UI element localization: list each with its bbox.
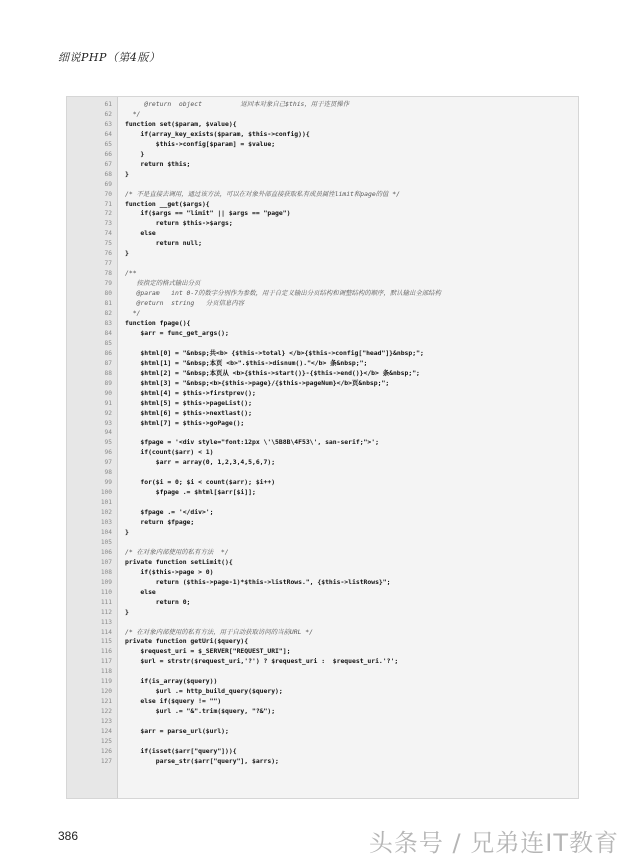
page-number: 386 bbox=[58, 829, 79, 843]
line-number: 77 bbox=[104, 260, 112, 268]
code-comment: */ bbox=[125, 309, 141, 318]
line-number: 74 bbox=[104, 230, 112, 238]
line-number: 122 bbox=[100, 708, 112, 716]
code-text: $url .= "&".trim($query, "?&"); bbox=[125, 707, 276, 716]
code-text: $arr = parse_url($url); bbox=[125, 727, 229, 736]
code-line bbox=[67, 349, 578, 359]
code-line bbox=[67, 329, 578, 339]
code-line bbox=[67, 677, 578, 687]
code-comment: */ bbox=[125, 109, 141, 118]
line-number: 108 bbox=[100, 568, 112, 576]
code-line bbox=[67, 170, 578, 180]
line-number: 89 bbox=[104, 379, 112, 387]
code-text: function __get($args){ bbox=[125, 199, 210, 208]
code-line bbox=[67, 419, 578, 429]
code-line bbox=[67, 747, 578, 757]
code-text: } bbox=[125, 527, 129, 536]
line-number: 126 bbox=[100, 747, 112, 755]
code-text: else if($query != "") bbox=[125, 697, 222, 706]
line-number: 68 bbox=[104, 170, 112, 178]
line-number: 125 bbox=[100, 738, 112, 745]
line-number: 79 bbox=[104, 280, 112, 288]
line-number: 91 bbox=[104, 399, 112, 407]
code-line bbox=[67, 239, 578, 249]
code-line bbox=[67, 249, 578, 259]
code-line bbox=[67, 608, 578, 618]
code-text: $html[4] = $this->firstprev(); bbox=[125, 388, 256, 397]
code-line bbox=[67, 757, 578, 767]
code-text: if(isset($arr["query"])){ bbox=[125, 746, 237, 755]
code-comment: 按指定的格式输出分页 bbox=[125, 279, 201, 288]
code-text: $html[3] = "&nbsp;<b>{$this->page}/{$this->pageNum}</b>页&nbsp;"; bbox=[125, 378, 390, 387]
line-number: 116 bbox=[100, 648, 112, 656]
line-number: 117 bbox=[100, 658, 112, 666]
code-line bbox=[67, 717, 578, 727]
line-number: 109 bbox=[100, 578, 112, 586]
code-text: $html[6] = $this->nextlast(); bbox=[125, 408, 252, 417]
code-line bbox=[67, 518, 578, 528]
line-number: 119 bbox=[100, 678, 112, 686]
line-number: 88 bbox=[104, 369, 112, 377]
code-line bbox=[67, 140, 578, 150]
code-text: function set($param, $value){ bbox=[125, 119, 237, 128]
line-number: 81 bbox=[104, 300, 112, 308]
line-number: 75 bbox=[104, 240, 112, 248]
code-line bbox=[67, 359, 578, 369]
line-number: 73 bbox=[104, 220, 112, 228]
line-number: 70 bbox=[104, 190, 112, 198]
code-line bbox=[67, 538, 578, 548]
code-text: } bbox=[125, 169, 129, 178]
code-line bbox=[67, 588, 578, 598]
code-text: $fpage .= '</div>'; bbox=[125, 508, 214, 517]
code-line bbox=[67, 727, 578, 737]
code-comment: @return object 返回本对象自己$this，用于连贯操作 bbox=[125, 100, 350, 108]
line-number: 66 bbox=[104, 150, 112, 158]
watermark: 头条号 / 兄弟连IT教育 bbox=[368, 829, 619, 857]
line-number: 103 bbox=[100, 519, 112, 527]
code-line bbox=[67, 399, 578, 409]
line-number: 105 bbox=[100, 538, 112, 546]
code-line bbox=[67, 409, 578, 419]
code-line bbox=[67, 269, 578, 279]
line-number: 127 bbox=[100, 757, 112, 765]
code-text: $html[1] = "&nbsp;本页 <b>".$this->disnum()."</b> 条&nbsp;"; bbox=[125, 358, 368, 367]
line-number: 115 bbox=[100, 638, 112, 646]
code-text: if($args == "limit" || $args == "page") bbox=[125, 209, 291, 218]
line-number: 64 bbox=[104, 130, 112, 138]
code-comment: /* 不是直接去调用，通过该方法，可以在对象外部直接获取私有成员属性limit和page的值 */ bbox=[125, 189, 400, 198]
code-line bbox=[67, 209, 578, 219]
code-line bbox=[67, 558, 578, 568]
code-line bbox=[67, 259, 578, 269]
line-number: 102 bbox=[100, 509, 112, 517]
line-number: 120 bbox=[100, 688, 112, 696]
code-line bbox=[67, 299, 578, 309]
code-line bbox=[67, 548, 578, 558]
code-lines bbox=[67, 100, 578, 767]
line-number: 94 bbox=[104, 429, 112, 437]
line-number: 83 bbox=[104, 319, 112, 327]
code-text: if($this->page > 0) bbox=[125, 567, 214, 576]
line-number: 104 bbox=[100, 528, 112, 536]
code-line bbox=[67, 100, 578, 110]
code-line bbox=[67, 369, 578, 379]
line-number: 86 bbox=[104, 349, 112, 357]
line-number: 96 bbox=[104, 449, 112, 457]
line-number: 97 bbox=[104, 459, 112, 467]
code-line bbox=[67, 528, 578, 538]
code-line bbox=[67, 667, 578, 677]
line-number: 95 bbox=[104, 439, 112, 447]
code-comment: @return string 分页信息内容 bbox=[125, 299, 245, 308]
code-line bbox=[67, 130, 578, 140]
line-number: 84 bbox=[104, 329, 112, 337]
code-text: private function getUri($query){ bbox=[125, 637, 249, 646]
code-text: $html[2] = "&nbsp;本页从 <b>{$this->start()}-{$this->end()}</b> 条&nbsp;"; bbox=[125, 368, 420, 377]
code-text: if(array_key_exists($param, $this->config)){ bbox=[125, 129, 310, 138]
code-comment: @param int 0-7的数字分别作为参数，用于自定义输出分页结构和调整结构的顺序，默认输出全部结构 bbox=[125, 289, 441, 298]
code-line bbox=[67, 448, 578, 458]
code-text: for($i = 0; $i < count($arr); $i++) bbox=[125, 478, 276, 487]
code-text: $html[7] = $this->goPage(); bbox=[125, 418, 245, 427]
code-text: return null; bbox=[125, 239, 202, 248]
line-number: 100 bbox=[100, 489, 112, 497]
code-text: } bbox=[125, 249, 129, 258]
line-number: 61 bbox=[104, 101, 112, 108]
code-text: $html[5] = $this->pageList(); bbox=[125, 398, 252, 407]
code-line bbox=[67, 488, 578, 498]
code-text: $url = strstr($request_uri,'?') ? $request_uri : $request_uri.'?'; bbox=[125, 657, 399, 666]
code-text: } bbox=[125, 149, 145, 158]
code-line bbox=[67, 498, 578, 508]
code-line bbox=[67, 319, 578, 329]
code-text: $fpage .= $html[$arr[$i]]; bbox=[125, 488, 256, 497]
code-comment: /* 在对象内部使用的私有方法，用于自动获取访问的当前URL */ bbox=[125, 627, 314, 636]
code-text: $arr = func_get_args(); bbox=[125, 328, 229, 337]
line-number: 82 bbox=[104, 310, 112, 318]
code-text: private function setLimit(){ bbox=[125, 557, 233, 566]
code-text: if(is_array($query)) bbox=[125, 677, 218, 686]
code-line bbox=[67, 458, 578, 468]
code-listing bbox=[66, 96, 579, 799]
code-line bbox=[67, 687, 578, 697]
line-number: 69 bbox=[104, 180, 112, 188]
code-line bbox=[67, 598, 578, 608]
code-line bbox=[67, 707, 578, 717]
code-line bbox=[67, 309, 578, 319]
code-text: $fpage = '<div style="font:12px \'\5B8B\4F53\', san-serif;">'; bbox=[125, 438, 379, 447]
code-comment: /* 在对象内部使用的私有方法 */ bbox=[125, 547, 229, 556]
code-line bbox=[67, 618, 578, 628]
code-text: if(count($arr) < 1) bbox=[125, 448, 214, 457]
code-line bbox=[67, 628, 578, 638]
line-number: 113 bbox=[100, 618, 112, 626]
code-line bbox=[67, 389, 578, 399]
code-line bbox=[67, 637, 578, 647]
code-line bbox=[67, 478, 578, 488]
line-number: 111 bbox=[100, 598, 112, 606]
code-text: parse_str($arr["query"], $arrs); bbox=[125, 756, 279, 765]
code-line bbox=[67, 229, 578, 239]
line-number: 76 bbox=[104, 250, 112, 258]
line-number: 107 bbox=[100, 558, 112, 566]
code-text: $arr = array(0, 1,2,3,4,5,6,7); bbox=[125, 458, 276, 467]
code-line bbox=[67, 657, 578, 667]
code-line bbox=[67, 568, 578, 578]
code-text: return $this->$args; bbox=[125, 219, 233, 228]
code-line bbox=[67, 160, 578, 170]
code-text: return 0; bbox=[125, 597, 191, 606]
line-number: 92 bbox=[104, 409, 112, 417]
code-line bbox=[67, 379, 578, 389]
line-number: 114 bbox=[100, 628, 112, 636]
code-line bbox=[67, 339, 578, 349]
code-line bbox=[67, 508, 578, 518]
code-line bbox=[67, 279, 578, 289]
code-line bbox=[67, 150, 578, 160]
code-line bbox=[67, 219, 578, 229]
code-line bbox=[67, 697, 578, 707]
line-number: 98 bbox=[104, 469, 112, 477]
code-line bbox=[67, 289, 578, 299]
code-text: else bbox=[125, 229, 156, 238]
code-line bbox=[67, 180, 578, 190]
code-comment: /** bbox=[125, 269, 137, 278]
code-text: return ($this->page-1)*$this->listRows.", {$this->listRows}"; bbox=[125, 577, 391, 586]
line-number: 87 bbox=[104, 359, 112, 367]
code-line bbox=[67, 110, 578, 120]
line-number: 106 bbox=[100, 548, 112, 556]
line-number: 93 bbox=[104, 419, 112, 427]
line-number: 72 bbox=[104, 210, 112, 218]
book-title-header: 细说PHP（第4版） bbox=[58, 51, 161, 64]
line-number: 67 bbox=[104, 160, 112, 168]
line-number: 71 bbox=[104, 200, 112, 208]
line-number: 110 bbox=[100, 588, 112, 596]
code-line bbox=[67, 120, 578, 130]
code-text: function fpage(){ bbox=[125, 318, 191, 327]
line-number: 62 bbox=[104, 110, 112, 118]
code-line bbox=[67, 737, 578, 747]
line-number: 124 bbox=[100, 728, 112, 736]
code-text: return $fpage; bbox=[125, 518, 195, 527]
line-number: 63 bbox=[104, 120, 112, 128]
line-number: 80 bbox=[104, 290, 112, 298]
code-text: $request_uri = $_SERVER["REQUEST_URI"]; bbox=[125, 647, 291, 656]
code-text: $url .= http_build_query($query); bbox=[125, 687, 283, 696]
line-number: 118 bbox=[100, 668, 112, 676]
line-number: 121 bbox=[100, 698, 112, 706]
line-number: 78 bbox=[104, 270, 112, 278]
line-number: 65 bbox=[104, 140, 112, 148]
code-text: } bbox=[125, 607, 129, 616]
code-text: return $this; bbox=[125, 159, 191, 168]
code-line bbox=[67, 190, 578, 200]
line-number: 101 bbox=[100, 499, 112, 507]
code-line bbox=[67, 647, 578, 657]
line-number: 90 bbox=[104, 389, 112, 397]
code-text: else bbox=[125, 587, 156, 596]
code-line bbox=[67, 578, 578, 588]
line-number: 85 bbox=[104, 339, 112, 347]
line-number: 99 bbox=[104, 479, 112, 487]
code-text: $this->config[$param] = $value; bbox=[125, 139, 276, 148]
code-line bbox=[67, 200, 578, 210]
code-line bbox=[67, 428, 578, 438]
code-text: $html[0] = "&nbsp;共<b> {$this->total} </b>{$this->config["head"]}&nbsp;"; bbox=[125, 348, 424, 357]
code-line bbox=[67, 438, 578, 448]
code-line bbox=[67, 468, 578, 478]
line-number: 112 bbox=[100, 608, 112, 616]
line-number: 123 bbox=[100, 718, 112, 726]
